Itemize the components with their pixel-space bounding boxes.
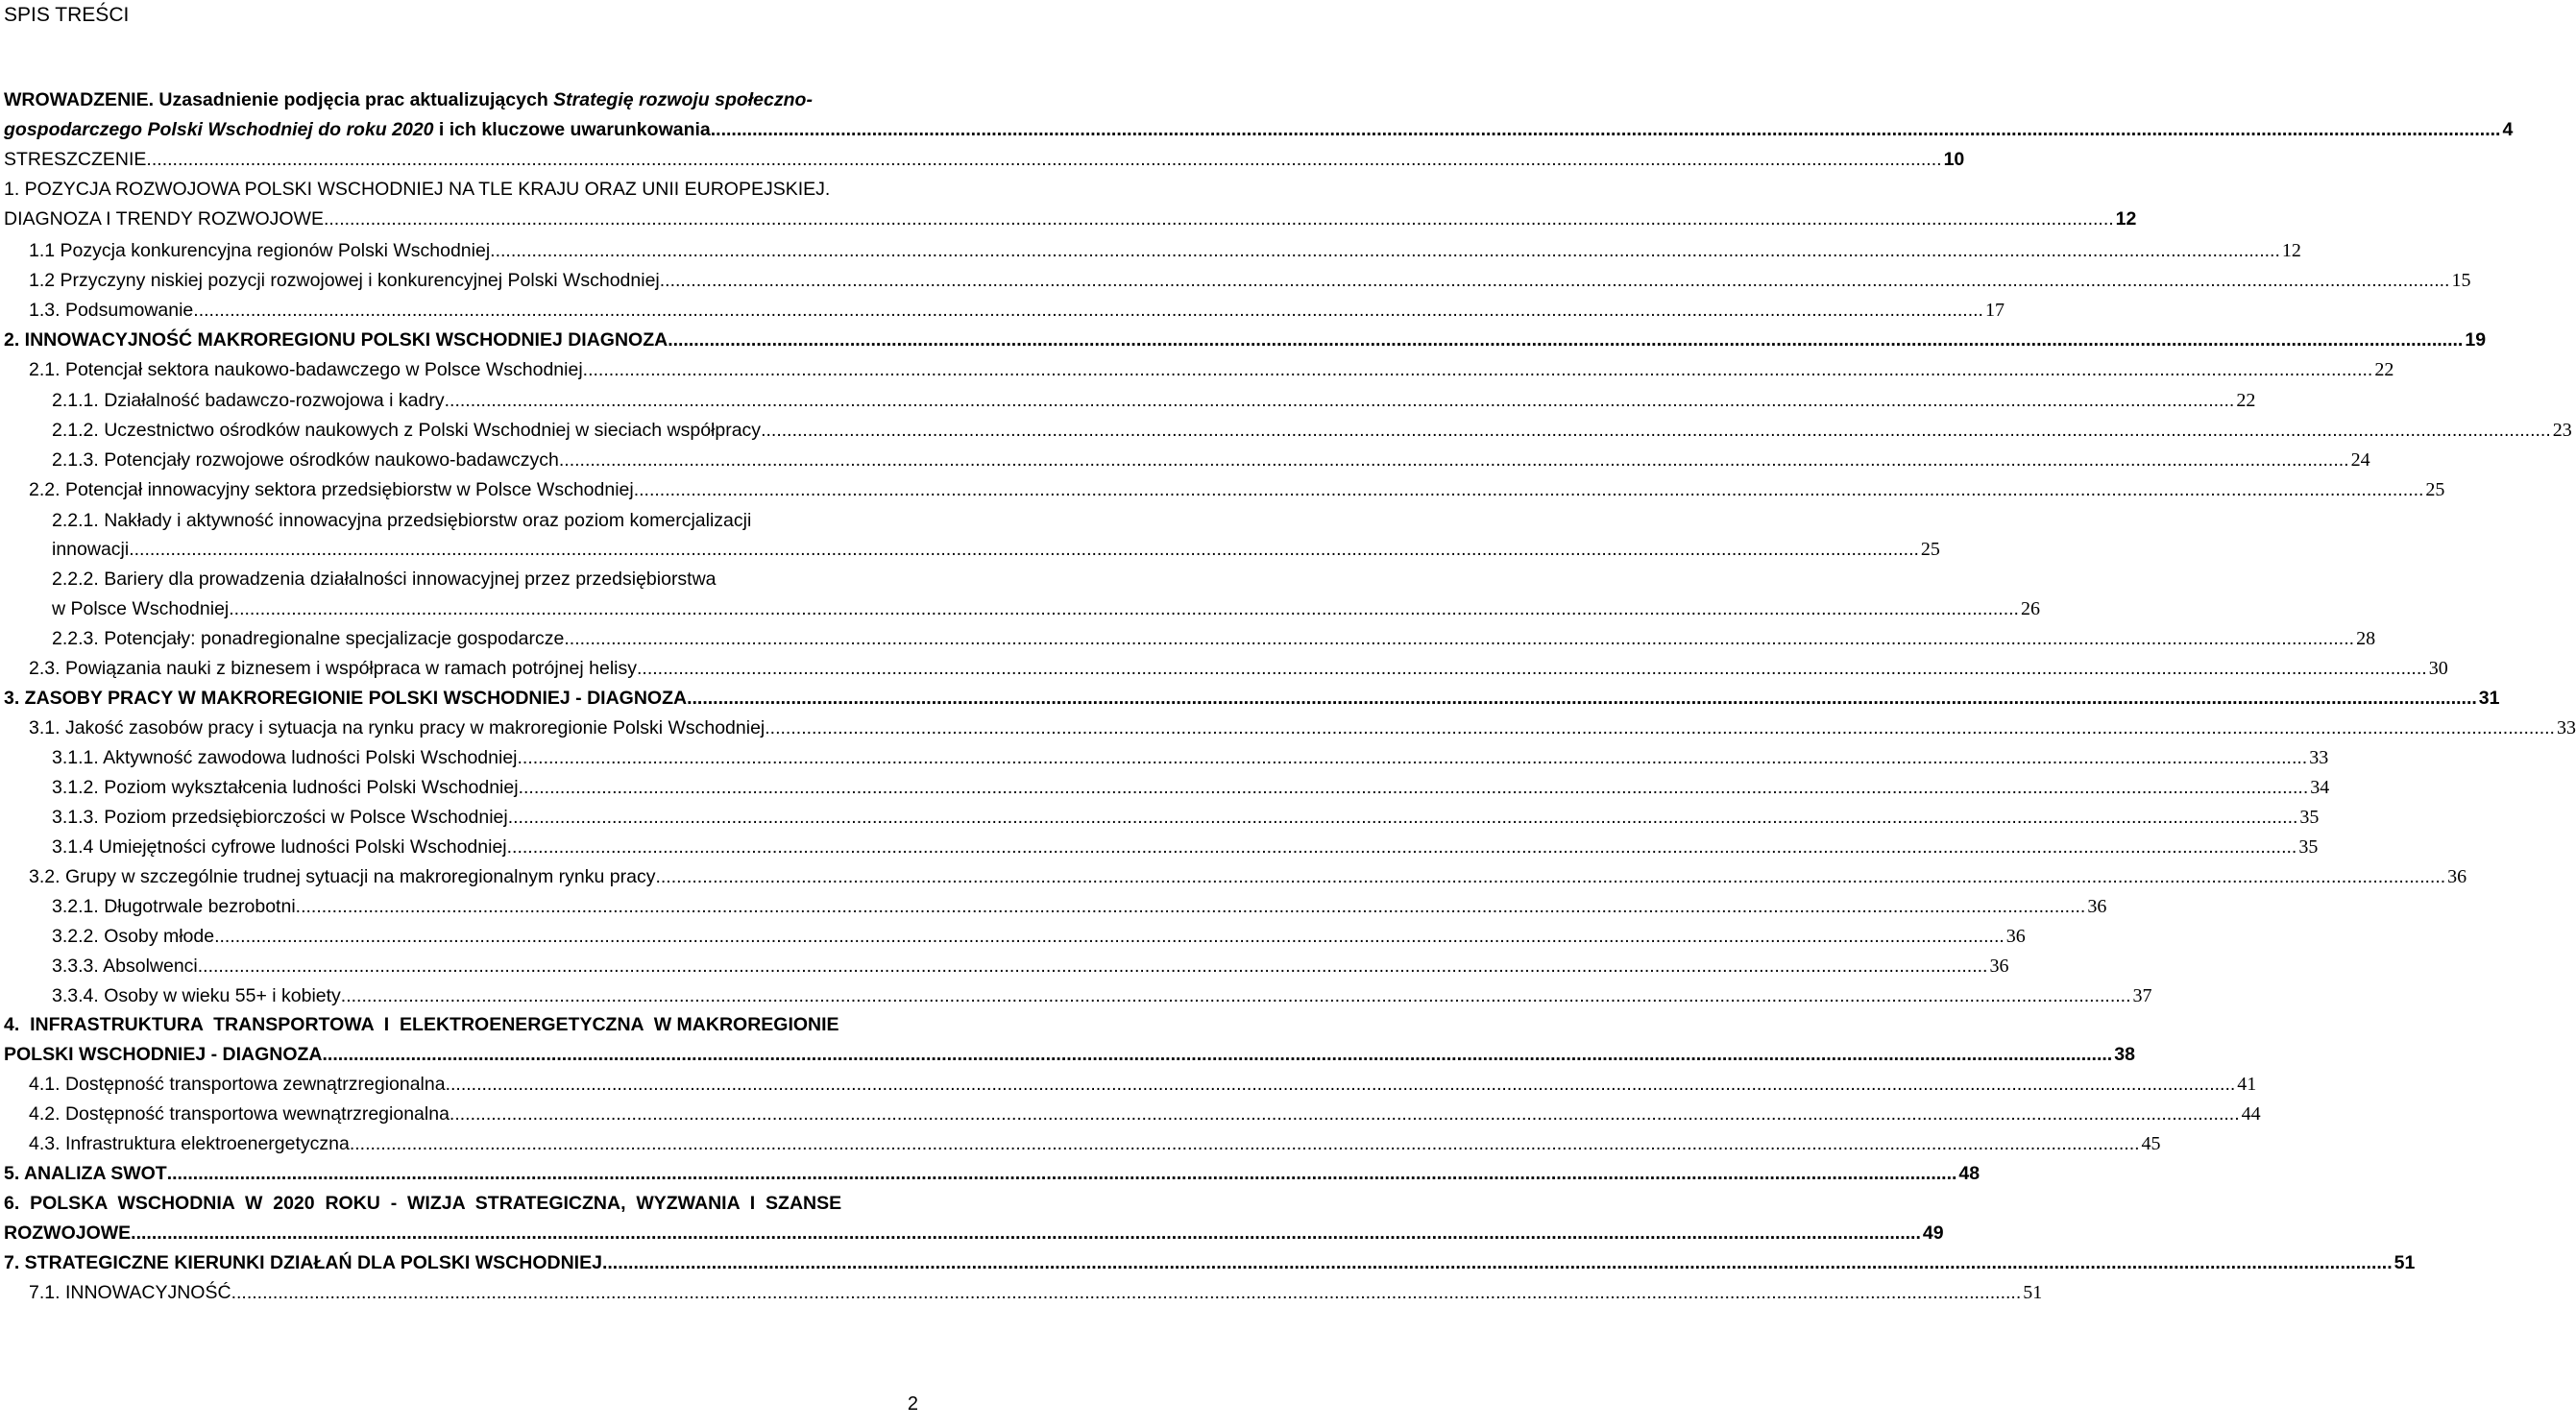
entry-label: 3.1. Jakość zasobów pracy i sytuacja na rynku pracy w makroregionie Polski Wschodniej — [29, 717, 766, 738]
entry-label: 3.3.4. Osoby w wieku 55+ i kobiety — [52, 985, 341, 1006]
page-ref: 19 — [2465, 329, 2487, 351]
toc-entry[interactable] — [4, 684, 2500, 714]
dot-leader — [583, 355, 2373, 385]
toc-entry[interactable] — [52, 386, 2256, 416]
page-ref: 23 — [2552, 420, 2572, 441]
toc-entry[interactable] — [52, 624, 2376, 654]
page-ref: 36 — [2447, 866, 2467, 887]
intro-text-a: WROWADZENIE. Uzasadnienie podjęcia prac aktualizujących — [4, 89, 554, 110]
entry-label: 4. INFRASTRUKTURA TRANSPORTOWA I ELEKTROENERGETYCZNA W MAKROREGIONIE — [4, 1014, 839, 1035]
toc-entry[interactable] — [4, 1189, 841, 1219]
page-ref: 30 — [2428, 658, 2448, 679]
toc-entry[interactable] — [29, 296, 2005, 326]
entry-label: 7.1. INNOWACYJNOŚĆ — [29, 1282, 231, 1303]
entry-label: 2.2.2. Bariery dla prowadzenia działalności innowacyjnej przez przedsiębiorstwa — [52, 569, 717, 590]
dot-leader — [602, 1248, 2393, 1278]
page-ref: 38 — [2114, 1044, 2135, 1065]
entry-label: 4.3. Infrastruktura elektroenergetyczna — [29, 1133, 350, 1154]
toc-entry[interactable] — [52, 416, 2572, 446]
dot-leader — [152, 145, 1942, 175]
entry-label: 6. POLSKA WSCHODNIA W 2020 ROKU - WIZJA STRATEGICZNA, WYZWANIA I SZANSE — [4, 1193, 842, 1214]
dot-leader — [193, 296, 1983, 326]
toc-entry[interactable] — [52, 833, 2319, 862]
entry-label: 7. STRATEGICZNE KIERUNKI DZIAŁAŃ DLA POLSKI WSCHODNIEJ — [4, 1252, 602, 1273]
toc-entry[interactable] — [52, 594, 2040, 624]
dot-leader — [445, 386, 2235, 416]
page-title: SPIS TREŚCI — [4, 4, 130, 26]
entry-label: 1.2 Przyczyny niskiej pozycji rozwojowej i konkurencyjnej Polski Wschodniej — [29, 270, 660, 291]
dot-leader — [229, 594, 2019, 624]
page-ref: 44 — [2241, 1103, 2261, 1125]
page-ref: 35 — [2299, 807, 2320, 828]
toc-entry[interactable] — [29, 266, 2471, 296]
page-ref: 4 — [2502, 119, 2514, 140]
toc-entry[interactable] — [4, 326, 2487, 355]
dot-leader — [131, 1219, 1921, 1248]
page-ref: 25 — [1920, 539, 1940, 560]
page-ref: 31 — [2478, 688, 2500, 709]
entry-label: 3. ZASOBY PRACY W MAKROREGIONIE POLSKI WSCHODNIEJ - DIAGNOZA — [4, 688, 688, 709]
entry-label: 1. POZYCJA ROZWOJOWA POLSKI WSCHODNIEJ NA TLE KRAJU ORAZ UNII EUROPEJSKIEJ. — [4, 179, 831, 200]
dot-leader — [490, 236, 2280, 266]
entry-label — [4, 115, 711, 145]
entry-label: 3.1.3. Poziom przedsiębiorczości w Polsce Wschodniej — [52, 807, 508, 828]
entry-label: 2. INNOWACYJNOŚĆ MAKROREGIONU POLSKI WSCHODNIEJ DIAGNOZA. — [4, 329, 673, 351]
toc-entry[interactable] — [4, 1159, 1981, 1189]
dot-leader — [673, 326, 2464, 355]
toc-entry[interactable] — [29, 355, 2394, 385]
entry-label: 2.2. Potencjał innowacyjny sektora przedsiębiorstw w Polsce Wschodniej — [29, 479, 634, 500]
entry-label: 3.2.2. Osoby młode — [52, 926, 215, 947]
page-ref: 33 — [2309, 747, 2329, 768]
dot-leader — [214, 922, 2005, 952]
page-ref: 15 — [2451, 270, 2471, 291]
page-ref: 24 — [2350, 449, 2370, 471]
toc-entry[interactable] — [52, 892, 2107, 922]
page-ref: 12 — [2115, 208, 2137, 230]
entry-label: 3.2. Grupy w szczególnie trudnej sytuacji na makroregionalnym rynku pracy — [29, 866, 656, 887]
toc-entry[interactable] — [29, 236, 2301, 266]
entry-label: DIAGNOZA I TRENDY ROZWOJOWE — [4, 208, 324, 230]
toc-entry[interactable] — [29, 475, 2445, 505]
toc-entry[interactable] — [29, 714, 2576, 743]
entry-label: 4.1. Dostępność transportowa zewnątrzregionalna — [29, 1074, 446, 1095]
entry-label: 2.1. Potencjał sektora naukowo-badawczego w Polsce Wschodniej — [29, 359, 583, 380]
toc-entry[interactable] — [29, 1278, 2043, 1308]
page-ref: 45 — [2141, 1133, 2161, 1154]
toc-entry[interactable] — [52, 565, 717, 594]
page-ref: 26 — [2020, 598, 2040, 619]
dot-leader — [231, 1278, 2022, 1308]
dot-leader — [687, 684, 2477, 714]
entry-label: 2.3. Powiązania nauki z biznesem i współpraca w ramach potrójnej helisy — [29, 658, 637, 679]
page-ref: 25 — [2425, 479, 2445, 500]
intro-text-italic: Strategię rozwoju społeczno- — [553, 89, 813, 110]
dot-leader — [507, 833, 2297, 862]
toc-entry[interactable] — [4, 1219, 1944, 1248]
entry-label: 2.1.1. Działalność badawczo-rozwojowa i kadry — [52, 390, 445, 411]
toc-entry[interactable] — [52, 952, 2009, 981]
entry-label: STRESZCZENIE. — [4, 149, 152, 170]
entry-label: 3.2.1. Długotrwale bezrobotni — [52, 896, 296, 917]
page-ref: 51 — [2394, 1252, 2416, 1273]
dot-leader — [711, 115, 2501, 145]
entry-label: ROZWOJOWE — [4, 1222, 132, 1244]
toc-entry[interactable] — [29, 1100, 2261, 1129]
dot-leader — [765, 714, 2555, 743]
entry-label: 3.3.3. Absolwenci — [52, 956, 198, 977]
toc-entry[interactable] — [4, 205, 2137, 234]
toc-entry[interactable] — [52, 446, 2370, 475]
page-ref: 28 — [2356, 628, 2376, 649]
entry-label: 3.1.1. Aktywność zawodowa ludności Polski Wschodniej — [52, 747, 518, 768]
dot-leader — [655, 862, 2445, 892]
toc-entry[interactable] — [52, 803, 2320, 833]
entry-label: innowacji — [52, 539, 130, 560]
dot-leader — [519, 773, 2309, 803]
entry-label: 2.2.1. Nakłady i aktywność innowacyjna przedsiębiorstw oraz poziom komercjalizacji — [52, 510, 752, 531]
dot-leader — [450, 1100, 2240, 1129]
dot-leader — [129, 535, 1919, 565]
page-ref: 35 — [2298, 836, 2319, 858]
dot-leader — [341, 981, 2131, 1011]
page-ref: 51 — [2023, 1282, 2043, 1303]
toc-entry[interactable] — [29, 1129, 2161, 1159]
page-ref: 36 — [2087, 896, 2107, 917]
page-ref: 33 — [2556, 717, 2576, 738]
toc-entry-intro-line1[interactable] — [4, 85, 919, 115]
dot-leader — [167, 1159, 1957, 1189]
toc-entry[interactable] — [52, 506, 751, 536]
dot-leader — [518, 743, 2308, 773]
toc-entry[interactable] — [29, 1070, 2257, 1100]
dot-leader — [559, 446, 2349, 475]
dot-leader — [761, 416, 2551, 446]
page-ref: 12 — [2281, 240, 2301, 261]
dot-leader — [634, 475, 2424, 505]
page-ref: 10 — [1943, 149, 1965, 170]
dot-leader — [637, 654, 2427, 684]
dot-leader — [324, 205, 2114, 234]
entry-label: w Polsce Wschodniej — [52, 598, 230, 619]
page-ref: 37 — [2132, 985, 2152, 1006]
toc-entry[interactable] — [52, 773, 2330, 803]
toc-entry[interactable] — [52, 981, 2152, 1011]
intro-text-italic-2: gospodarczego Polski Wschodniej do roku 2020 — [4, 119, 434, 140]
intro-text-b: i ich kluczowe uwarunkowania — [433, 119, 711, 140]
entry-label: 4.2. Dostępność transportowa wewnątrzregionalna — [29, 1103, 450, 1125]
page-ref: 22 — [2236, 390, 2256, 411]
toc-entry[interactable] — [52, 535, 1940, 565]
toc-entry[interactable] — [4, 145, 1965, 175]
dot-leader — [323, 1040, 2113, 1070]
dot-leader — [350, 1129, 2140, 1159]
entry-label: 1.1 Pozycja konkurencyjna regionów Polski Wschodniej — [29, 240, 491, 261]
toc-entry[interactable] — [4, 1010, 839, 1040]
page-ref: 49 — [1922, 1222, 1944, 1244]
entry-label: 3.1.2. Poziom wykształcenia ludności Polski Wschodniej — [52, 777, 519, 798]
toc-entry[interactable] — [4, 1040, 2135, 1070]
page-ref: 36 — [2005, 926, 2026, 947]
entry-label: 1.3. Podsumowanie — [29, 300, 194, 321]
dot-leader — [446, 1070, 2236, 1100]
page-ref: 22 — [2374, 359, 2394, 380]
page-number: 2 — [907, 1393, 918, 1415]
entry-label: 2.1.2. Uczestnictwo ośrodków naukowych z Polski Wschodniej w sieciach współpracy — [52, 420, 762, 441]
toc-entry[interactable] — [52, 743, 2329, 773]
toc-entry[interactable] — [4, 1248, 2416, 1278]
dot-leader — [198, 952, 1988, 981]
entry-label: 2.1.3. Potencjały rozwojowe ośrodków naukowo-badawczych — [52, 449, 559, 471]
entry-label: POLSKI WSCHODNIEJ - DIAGNOZA — [4, 1044, 323, 1065]
page-ref: 48 — [1958, 1163, 1981, 1184]
page-ref: 41 — [2237, 1074, 2257, 1095]
dot-leader — [296, 892, 2086, 922]
page-ref: 34 — [2310, 777, 2330, 798]
toc-entry[interactable] — [29, 654, 2448, 684]
dot-leader — [564, 624, 2354, 654]
toc-entry[interactable] — [52, 922, 2026, 952]
page-ref: 17 — [1984, 300, 2005, 321]
page-ref: 36 — [1989, 956, 2009, 977]
toc-entry[interactable] — [4, 175, 830, 205]
entry-label: 5. ANALIZA SWOT — [4, 1163, 167, 1184]
toc-entry-intro-line2[interactable] — [4, 115, 2514, 145]
dot-leader — [660, 266, 2450, 296]
entry-label: 2.2.3. Potencjały: ponadregionalne specjalizacje gospodarcze — [52, 628, 565, 649]
toc-entry[interactable] — [29, 862, 2467, 892]
dot-leader — [508, 803, 2298, 833]
entry-label: 3.1.4 Umiejętności cyfrowe ludności Polski Wschodniej — [52, 836, 507, 858]
